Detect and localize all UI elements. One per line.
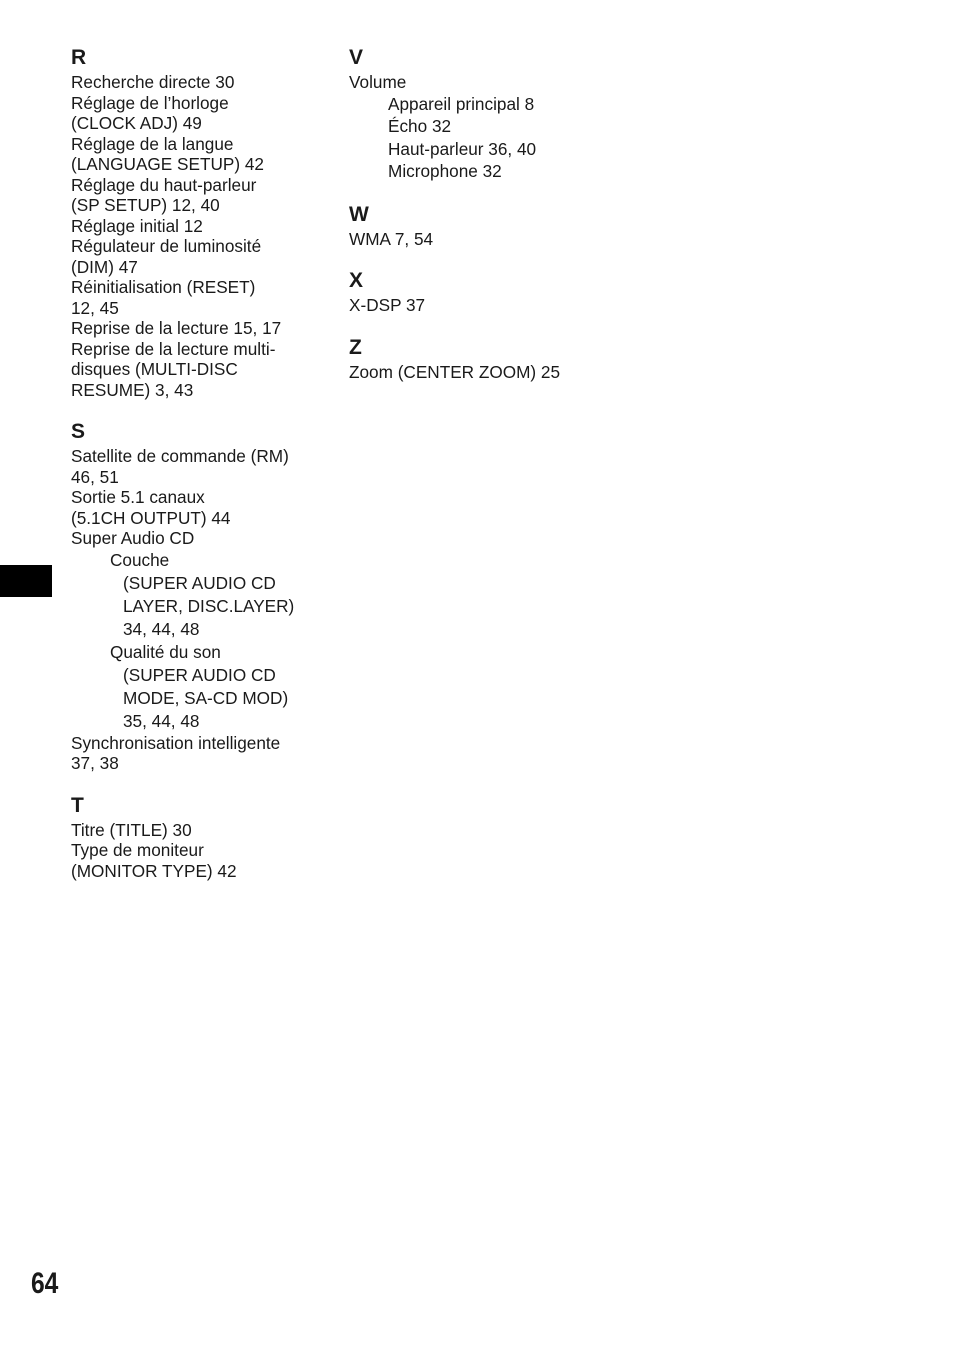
index-subentry: [349, 93, 609, 116]
section-letter: W: [349, 202, 369, 226]
index-entry-line: Synchronisation intelligente: [71, 732, 281, 753]
section-letter: T: [71, 793, 84, 817]
index-entry-line: Titre (TITLE) 30: [71, 819, 192, 840]
index-entry-line: 12, 45: [71, 297, 119, 318]
index-entry: [71, 840, 331, 881]
index-section-x: [349, 267, 609, 316]
index-entry-line: Qualité du son: [110, 641, 221, 662]
index-entry-line: (SUPER AUDIO CD: [123, 664, 276, 685]
index-entry: [71, 277, 331, 318]
index-column-right: [349, 44, 609, 400]
index-entry-line: Type de moniteur: [71, 840, 204, 860]
index-entry: [349, 362, 609, 383]
index-entry: [71, 487, 331, 528]
index-section-w: [349, 201, 609, 250]
index-section-r: [71, 44, 331, 400]
index-entry-line: Haut-parleur 36, 40: [388, 138, 537, 159]
index-entry-line: disques (MULTI-DISC: [71, 359, 238, 379]
index-subentry: [349, 138, 609, 161]
index-entry: [71, 216, 331, 237]
index-section-s: [71, 418, 331, 774]
index-entry: [349, 229, 609, 250]
index-entry-line: (5.1CH OUTPUT) 44: [71, 507, 231, 528]
index-entry: [71, 318, 331, 339]
index-entry-line: Zoom (CENTER ZOOM) 25: [349, 361, 561, 382]
index-entry: [71, 175, 331, 216]
index-entry: [71, 93, 331, 134]
index-entry-line: Réinitialisation (RESET): [71, 277, 256, 297]
index-subentry: [71, 572, 331, 641]
index-entry-line: Réglage de la langue: [71, 133, 234, 154]
index-entry-line: Écho 32: [388, 116, 452, 136]
index-subentry: [349, 115, 609, 138]
index-entry-line: 46, 51: [71, 466, 119, 487]
index-section-t: [71, 792, 331, 882]
index-entry-line: Sortie 5.1 canaux: [71, 487, 205, 507]
index-entry: [71, 134, 331, 175]
index-entry-line: 35, 44, 48: [123, 710, 200, 731]
index-entry-line: (LANGUAGE SETUP) 42: [71, 154, 264, 174]
page-number: 64: [31, 1267, 59, 1300]
index-subentry: [71, 664, 331, 733]
section-letter: V: [349, 46, 364, 69]
index-entry-line: (MONITOR TYPE) 42: [71, 860, 237, 881]
index-subentry: [349, 160, 609, 183]
index-entry: [71, 236, 331, 277]
index-entry-line: Réglage initial 12: [71, 215, 203, 236]
index-entry-line: Microphone 32: [388, 161, 502, 181]
index-section-z: [349, 334, 609, 383]
index-entry-line: X-DSP 37: [349, 295, 426, 315]
index-entry-line: 34, 44, 48: [123, 618, 200, 639]
index-entry: [71, 72, 331, 93]
index-entry-line: RESUME) 3, 43: [71, 379, 194, 400]
section-letter: S: [71, 420, 86, 443]
index-entry: [71, 733, 331, 774]
index-entry-line: Appareil principal 8: [388, 93, 535, 114]
index-entry-line: Recherche directe 30: [71, 72, 235, 92]
index-column-left: [71, 44, 331, 899]
index-entry-line: Régulateur de luminosité: [71, 236, 262, 256]
index-entry-line: (SUPER AUDIO CD: [123, 572, 276, 593]
index-entry-line: Réglage de l’horloge: [71, 92, 229, 113]
index-subentry: [71, 641, 331, 664]
index-entry-line: (CLOCK ADJ) 49: [71, 113, 202, 133]
index-entry: [71, 528, 331, 549]
section-thumb-tab: [0, 565, 52, 597]
index-entry-line: Reprise de la lecture 15, 17: [71, 318, 282, 338]
index-entry: [71, 339, 331, 401]
section-letter: Z: [349, 335, 362, 359]
section-letter: R: [71, 46, 87, 69]
index-entry-line: Couche: [110, 549, 170, 570]
index-section-v: [349, 44, 609, 183]
index-entry-line: Satellite de commande (RM): [71, 446, 289, 466]
index-entry-line: MODE, SA-CD MOD): [123, 687, 289, 708]
section-letter: X: [349, 269, 364, 292]
index-entry-line: (DIM) 47: [71, 256, 138, 277]
index-entry-line: (SP SETUP) 12, 40: [71, 195, 220, 215]
index-entry-line: Volume: [349, 72, 407, 92]
index-entry-line: LAYER, DISC.LAYER): [123, 595, 295, 616]
index-entry-line: WMA 7, 54: [349, 228, 434, 249]
index-entry-line: Réglage du haut-parleur: [71, 174, 257, 195]
index-entry-line: Super Audio CD: [71, 528, 195, 548]
index-entry: [71, 446, 331, 487]
index-entry: [349, 295, 609, 316]
index-entry: [349, 72, 609, 93]
index-subentry: [71, 549, 331, 572]
index-entry-line: Reprise de la lecture multi-: [71, 338, 276, 359]
index-entry-line: 37, 38: [71, 753, 119, 773]
index-entry: [71, 820, 331, 841]
